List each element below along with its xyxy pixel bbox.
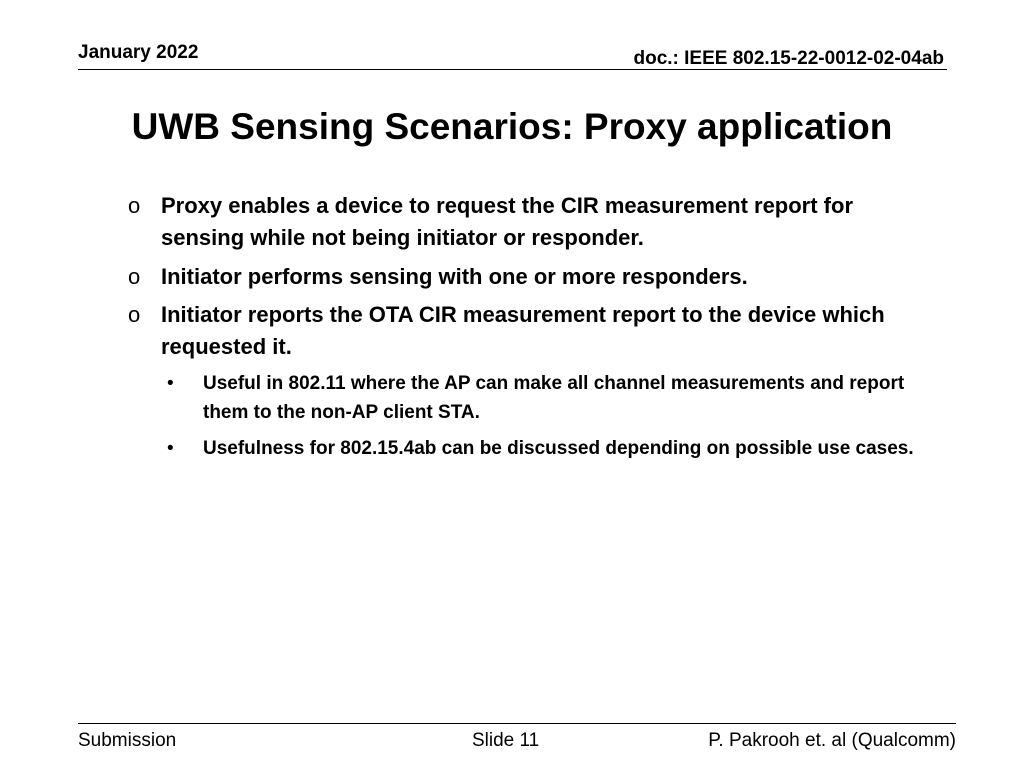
slide-title: UWB Sensing Scenarios: Proxy application xyxy=(131,106,893,147)
bullet-item-2: Initiator performs sensing with one or more responders. xyxy=(161,264,748,289)
sub-bullet-item-2: Usefulness for 802.15.4ab can be discussed depending on possible use cases. xyxy=(203,438,914,459)
footer-slide-number: Slide 11 xyxy=(472,730,540,751)
footer-submission: Submission xyxy=(78,730,177,751)
bullet-marker-2: o xyxy=(128,264,141,289)
sub-bullet-item-1: Useful in 802.11 where the AP can make all channel measurements and report them to the non-AP client STA. xyxy=(203,373,905,423)
header-date: January 2022 xyxy=(78,42,199,63)
bullet-item-3: Initiator reports the OTA CIR measurement report to the device which requested it. xyxy=(161,302,885,359)
footer-author: P. Pakrooh et. al (Qualcomm) xyxy=(708,730,956,751)
header-divider xyxy=(78,69,947,70)
footer-divider xyxy=(78,723,956,724)
bullet-marker-1: o xyxy=(128,193,141,218)
sub-bullet-marker-2: • xyxy=(167,438,174,459)
bullet-item-1: Proxy enables a device to request the CIR measurement report for sensing while not being initiator or responder. xyxy=(161,193,854,250)
bullet-marker-3: o xyxy=(128,302,141,327)
header-doc-id: doc.: IEEE 802.15-22-0012-02-04ab xyxy=(633,48,944,69)
sub-bullet-marker-1: • xyxy=(167,373,174,394)
